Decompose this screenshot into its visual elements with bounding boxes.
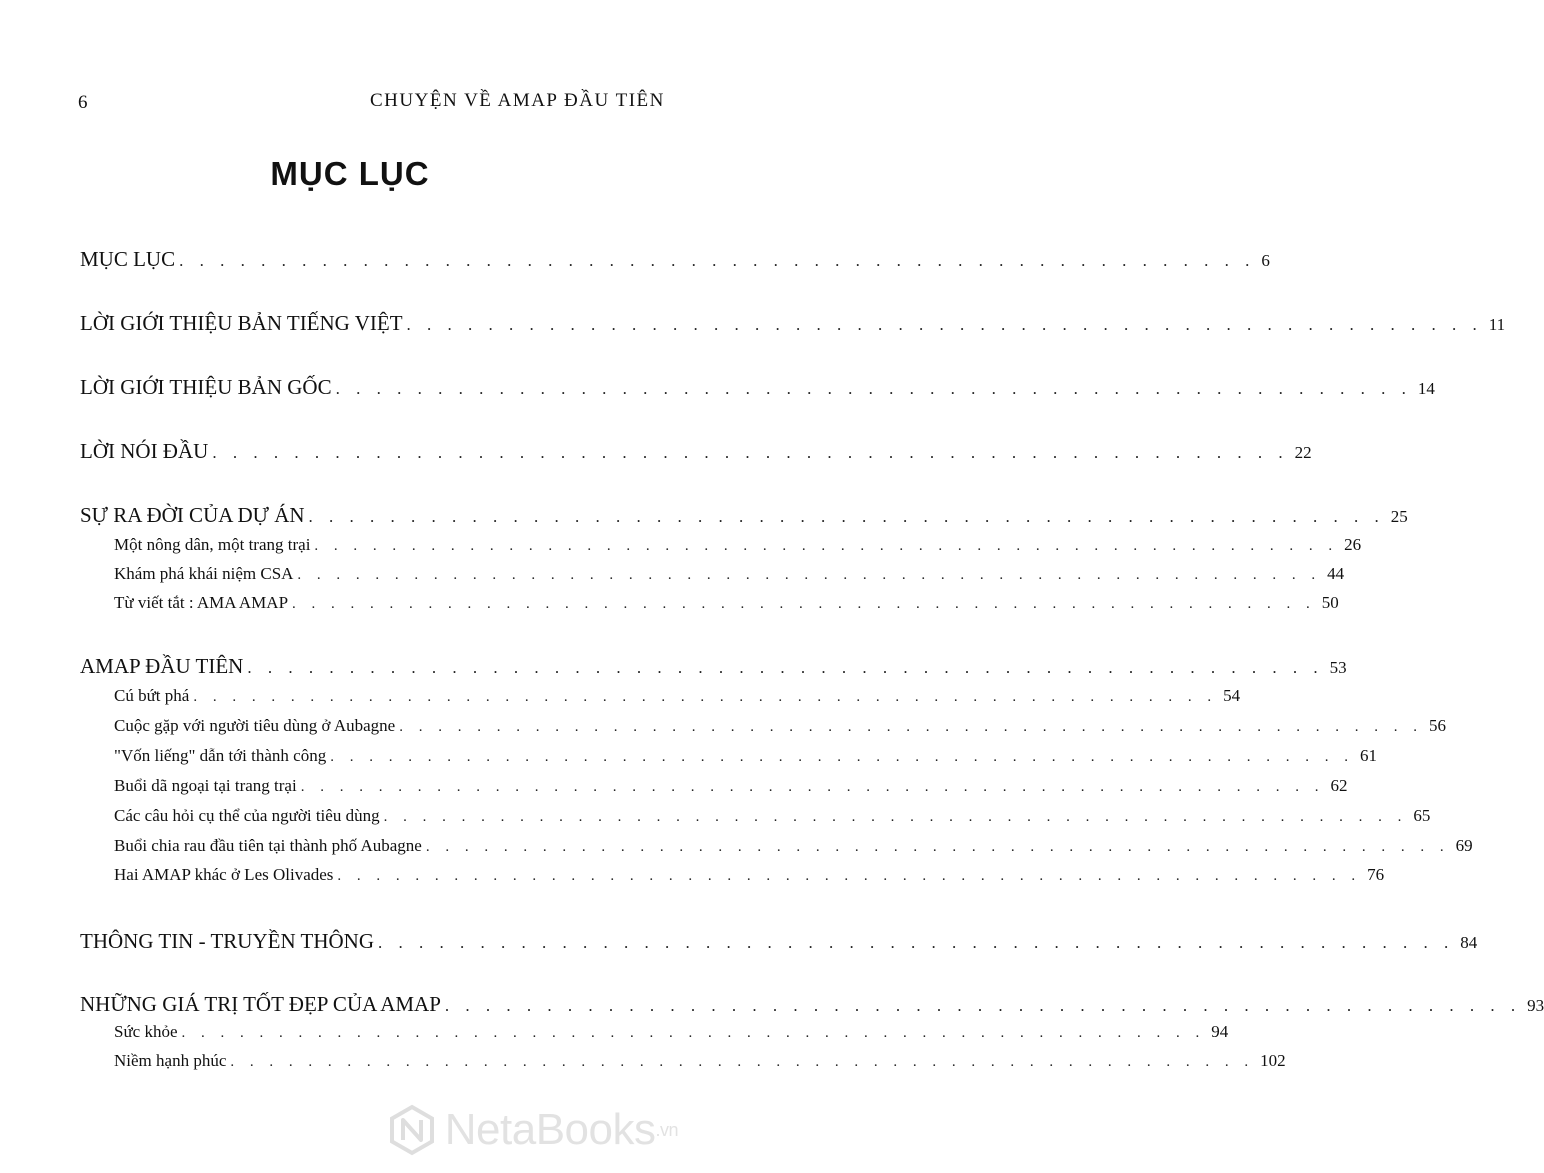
toc-entry-label: Một nông dân, một trang trại: [114, 535, 311, 554]
page-title: MỤC LỤC: [270, 155, 430, 192]
toc-entry: [114, 686, 1241, 706]
toc-entry-label: NHỮNG GIÁ TRỊ TỐT ĐẸP CỦA AMAP: [80, 992, 441, 1016]
toc-entry-label: "Vốn liếng" dẫn tới thành công: [114, 746, 327, 765]
toc-entry-label: Hai AMAP khác ở Les Olivades: [114, 865, 334, 884]
dot-leader: . . . . . . . . . . . . . . . . . . . . . . . . . . . . . . . . . . . . . . . . . . . . . . . . . . . . .: [212, 443, 1289, 462]
toc-entry: [114, 865, 1385, 885]
toc-entry-page: 6: [1261, 251, 1270, 270]
dot-leader: . . . . . . . . . . . . . . . . . . . . . . . . . . . . . . . . . . . . . . . . . . . . . . . . . . . . .: [444, 996, 1522, 1015]
toc-entry-page: 62: [1330, 776, 1348, 795]
running-header: CHUYỆN VỀ AMAP ĐẦU TIÊN: [370, 90, 665, 111]
toc-entry: [80, 439, 1312, 464]
toc-entry: [114, 746, 1377, 766]
watermark: [387, 1105, 678, 1155]
watermark-text: NetaBooks: [444, 1105, 656, 1154]
toc-entry-label: MỤC LỤC: [80, 247, 176, 271]
toc-entry-label: Các câu hỏi cụ thể của người tiêu dùng: [114, 806, 380, 825]
toc-entry-label: Cú bứt phá: [114, 686, 190, 705]
dot-leader: . . . . . . . . . . . . . . . . . . . . . . . . . . . . . . . . . . . . . . . . . . . . . . . . . . . . .: [399, 719, 1423, 735]
netabooks-logo-icon: [387, 1105, 437, 1155]
dot-leader: . . . . . . . . . . . . . . . . . . . . . . . . . . . . . . . . . . . . . . . . . . . . . . . . . . . . .: [314, 538, 1339, 554]
toc-entry-page: 65: [1413, 806, 1431, 825]
toc-entry-page: 44: [1327, 564, 1345, 583]
toc-entry-label: Buổi dã ngoại tại trang trại: [114, 776, 297, 795]
dot-leader: . . . . . . . . . . . . . . . . . . . . . . . . . . . . . . . . . . . . . . . . . . . . . . . . . . . . .: [230, 1054, 1255, 1070]
dot-leader: . . . . . . . . . . . . . . . . . . . . . . . . . . . . . . . . . . . . . . . . . . . . . . . . . . . . .: [297, 567, 1322, 583]
dot-leader: . . . . . . . . . . . . . . . . . . . . . . . . . . . . . . . . . . . . . . . . . . . . . . . . . . . . .: [292, 596, 1316, 612]
dot-leader: . . . . . . . . . . . . . . . . . . . . . . . . . . . . . . . . . . . . . . . . . . . . . . . . . . . . .: [247, 658, 1324, 677]
toc-entry-page: 22: [1294, 443, 1312, 462]
toc-entry: [114, 716, 1446, 736]
toc-entry-label: Niềm hạnh phúc: [114, 1051, 227, 1070]
toc-entry-label: LỜI GIỚI THIỆU BẢN GỐC: [80, 375, 332, 399]
toc-entry-label: Khám phá khái niệm CSA: [114, 564, 294, 583]
toc-entry-label: Cuộc gặp với người tiêu dùng ở Aubagne: [114, 716, 396, 735]
toc-entry-page: 94: [1211, 1022, 1229, 1041]
dot-leader: . . . . . . . . . . . . . . . . . . . . . . . . . . . . . . . . . . . . . . . . . . . . . . . . . . . . .: [406, 315, 1483, 334]
toc-entry: [114, 1022, 1229, 1042]
toc-entry: [114, 806, 1431, 826]
toc-entry-page: 61: [1359, 746, 1377, 765]
toc-entry: [80, 375, 1435, 400]
toc-entry-label: SỰ RA ĐỜI CỦA DỰ ÁN: [80, 503, 305, 527]
toc-entry: [114, 776, 1348, 796]
toc-entry: [114, 836, 1473, 856]
toc-entry-label: THÔNG TIN - TRUYỀN THÔNG: [80, 929, 374, 953]
toc-entry-label: Sức khỏe: [114, 1022, 178, 1041]
toc-entry-label: Từ viết tắt : AMA AMAP: [114, 593, 289, 612]
toc-entry-page: 69: [1455, 836, 1473, 855]
dot-leader: . . . . . . . . . . . . . . . . . . . . . . . . . . . . . . . . . . . . . . . . . . . . . . . . . . . . .: [383, 809, 1408, 825]
toc-entry-page: 14: [1417, 379, 1435, 398]
toc-entry: [80, 992, 1544, 1017]
toc-entry-page: 56: [1428, 716, 1446, 735]
toc-entry-page: 50: [1321, 593, 1339, 612]
toc-entry-page: 54: [1223, 686, 1241, 705]
toc-entry-page: 53: [1329, 658, 1347, 677]
toc-entry-label: LỜI GIỚI THIỆU BẢN TIẾNG VIỆT: [80, 311, 403, 335]
dot-leader: . . . . . . . . . . . . . . . . . . . . . . . . . . . . . . . . . . . . . . . . . . . . . . . . . . . . .: [425, 839, 1450, 855]
dot-leader: . . . . . . . . . . . . . . . . . . . . . . . . . . . . . . . . . . . . . . . . . . . . . . . . . . . . .: [330, 749, 1354, 765]
dot-leader: . . . . . . . . . . . . . . . . . . . . . . . . . . . . . . . . . . . . . . . . . . . . . . . . . . . . .: [300, 779, 1325, 795]
toc-entry-page: 102: [1260, 1051, 1286, 1070]
toc-entry: [80, 929, 1478, 954]
dot-leader: . . . . . . . . . . . . . . . . . . . . . . . . . . . . . . . . . . . . . . . . . . . . . . . . . . . . .: [193, 689, 1218, 705]
toc-entry-page: 26: [1344, 535, 1362, 554]
toc-entry: [80, 247, 1270, 272]
toc-entry-label: Buổi chia rau đầu tiên tại thành phố Aubagne: [114, 836, 422, 855]
page-number: 6: [78, 92, 89, 113]
toc-entry: [114, 535, 1362, 555]
dot-leader: . . . . . . . . . . . . . . . . . . . . . . . . . . . . . . . . . . . . . . . . . . . . . . . . . . . . .: [335, 379, 1412, 398]
toc-entry-label: LỜI NÓI ĐẦU: [80, 439, 209, 463]
dot-leader: . . . . . . . . . . . . . . . . . . . . . . . . . . . . . . . . . . . . . . . . . . . . . . . . . . . . .: [308, 507, 1385, 526]
toc-entry: [114, 593, 1339, 613]
toc-entry: [80, 311, 1506, 336]
toc-entry-page: 25: [1390, 507, 1408, 526]
toc-entry: [80, 654, 1347, 679]
toc-entry-page: 84: [1460, 933, 1478, 952]
dot-leader: . . . . . . . . . . . . . . . . . . . . . . . . . . . . . . . . . . . . . . . . . . . . . . . . . . . . .: [337, 868, 1362, 884]
toc-entry: [114, 564, 1345, 584]
dot-leader: . . . . . . . . . . . . . . . . . . . . . . . . . . . . . . . . . . . . . . . . . . . . . . . . . . . . .: [179, 251, 1256, 270]
dot-leader: . . . . . . . . . . . . . . . . . . . . . . . . . . . . . . . . . . . . . . . . . . . . . . . . . . . . .: [377, 933, 1455, 952]
toc-entry-page: 93: [1527, 996, 1544, 1015]
dot-leader: . . . . . . . . . . . . . . . . . . . . . . . . . . . . . . . . . . . . . . . . . . . . . . . . . . . . .: [181, 1025, 1206, 1041]
toc-entry-page: 11: [1488, 315, 1506, 334]
toc-entry-page: 76: [1367, 865, 1385, 884]
toc-entry: [114, 1051, 1286, 1071]
watermark-suffix: .vn: [655, 1119, 678, 1140]
toc-entry: [80, 503, 1408, 528]
toc-entry-label: AMAP ĐẦU TIÊN: [80, 654, 244, 678]
